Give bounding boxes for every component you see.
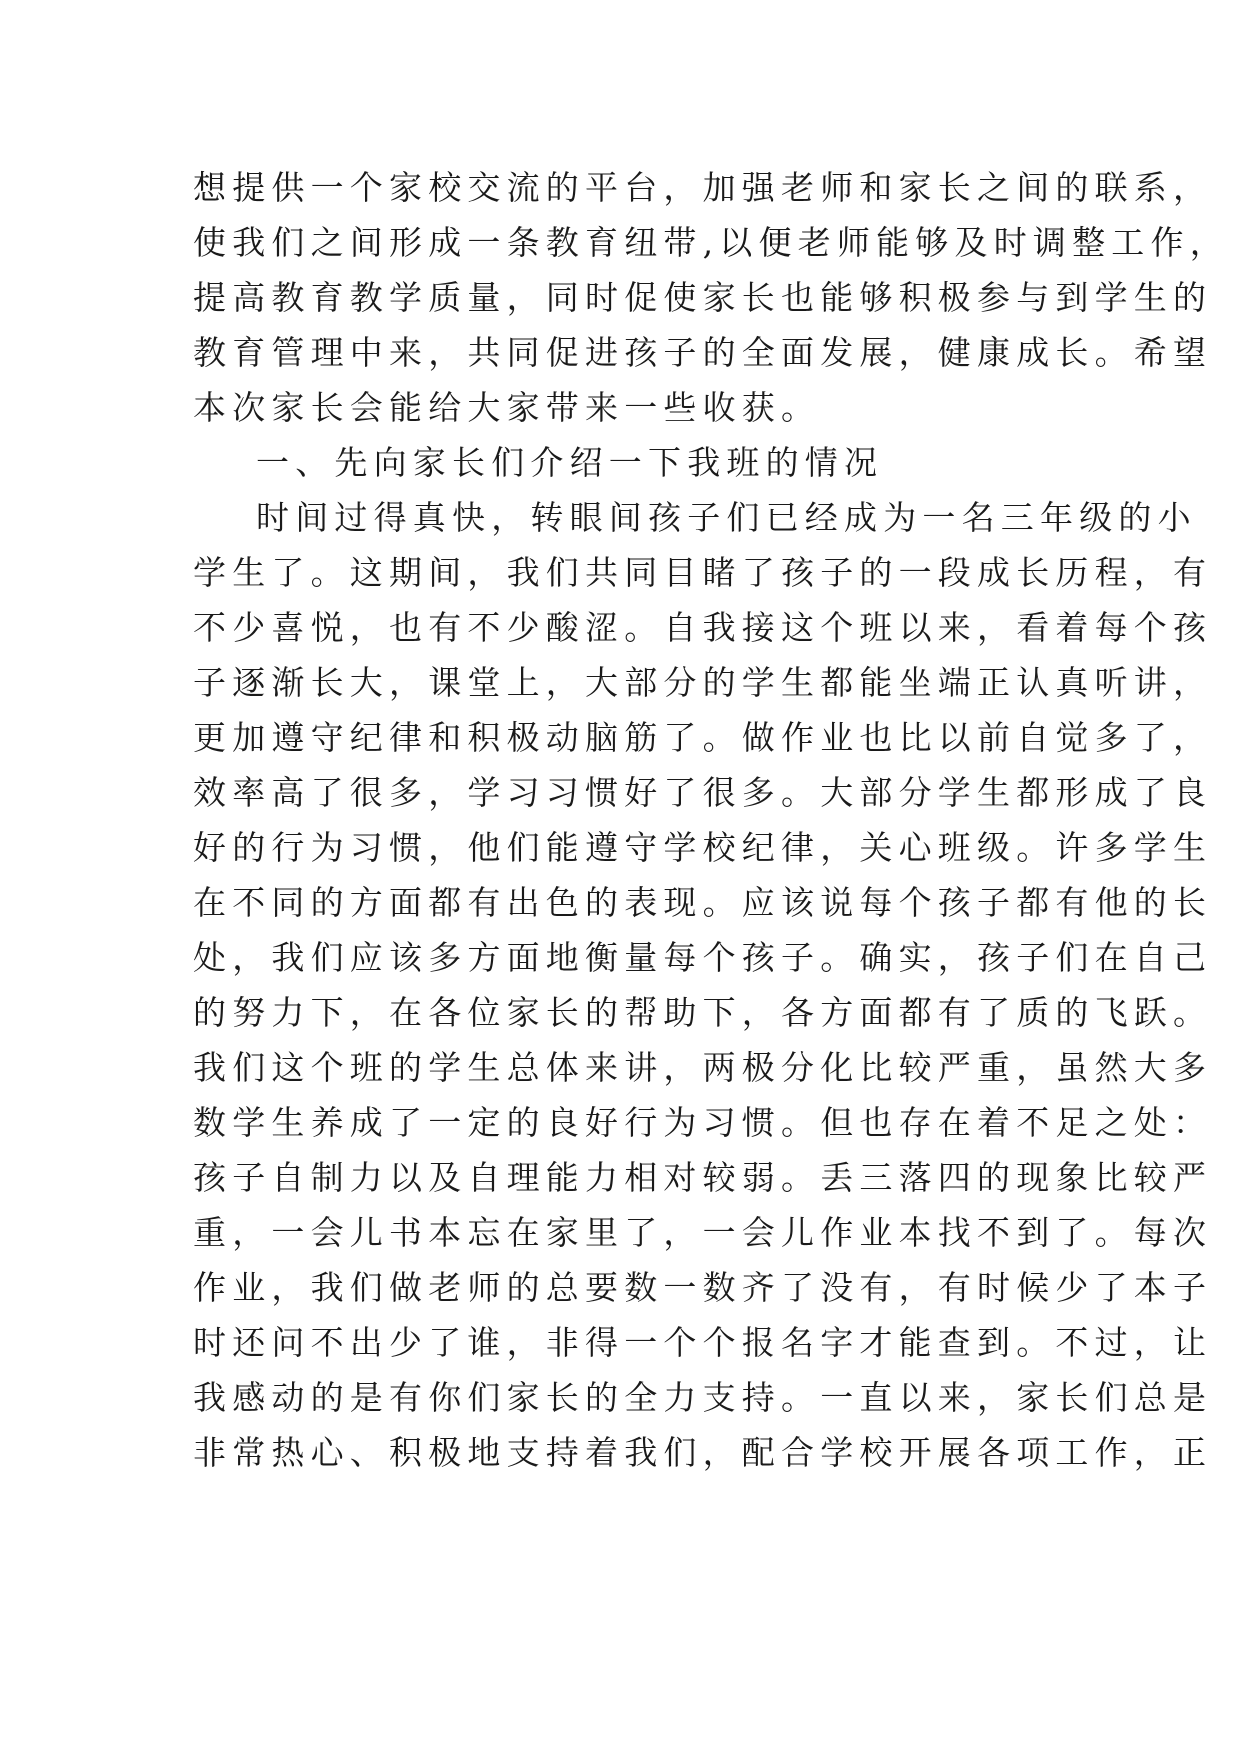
paragraph-start: 时间过得真快，转眼间孩子们已经成为一名三年级的小 (256, 498, 1197, 537)
text-line: 想提供一个家校交流的平台，加强老师和家长之间的联系， (193, 168, 1213, 207)
text-line: 的努力下，在各位家长的帮助下，各方面都有了质的飞跃。 (193, 993, 1213, 1032)
text-line: 处，我们应该多方面地衡量每个孩子。确实，孩子们在自己 (193, 938, 1213, 977)
text-line: 数学生养成了一定的良好行为习惯。但也存在着不足之处： (193, 1103, 1213, 1142)
text-line: 更加遵守纪律和积极动脑筋了。做作业也比以前自觉多了， (193, 718, 1213, 757)
text-line: 非常热心、积极地支持着我们，配合学校开展各项工作，正 (193, 1433, 1213, 1472)
text-line: 在不同的方面都有出色的表现。应该说每个孩子都有他的长 (193, 883, 1213, 922)
text-line: 重，一会儿书本忘在家里了，一会儿作业本找不到了。每次 (193, 1213, 1213, 1252)
text-line: 提高教育教学质量，同时促使家长也能够积极参与到学生的 (193, 278, 1213, 317)
text-line: 我们这个班的学生总体来讲，两极分化比较严重，虽然大多 (193, 1048, 1213, 1087)
text-line: 本次家长会能给大家带来一些收获。 (193, 388, 821, 427)
text-line: 教育管理中来，共同促进孩子的全面发展，健康成长。希望 (193, 333, 1213, 372)
text-line: 作业，我们做老师的总要数一数齐了没有，有时候少了本子 (193, 1268, 1213, 1307)
text-line: 效率高了很多，学习习惯好了很多。大部分学生都形成了良 (193, 773, 1213, 812)
text-line: 学生了。这期间，我们共同目睹了孩子的一段成长历程，有 (193, 553, 1213, 592)
text-line: 子逐渐长大，课堂上，大部分的学生都能坐端正认真听讲， (193, 663, 1213, 702)
text-line: 使我们之间形成一条教育纽带,以便老师能够及时调整工作， (193, 223, 1229, 262)
text-line: 时还问不出少了谁，非得一个个报名字才能查到。不过，让 (193, 1323, 1213, 1362)
text-line: 我感动的是有你们家长的全力支持。一直以来，家长们总是 (193, 1378, 1213, 1417)
section-heading: 一、先向家长们介绍一下我班的情况 (256, 443, 884, 482)
text-line: 不少喜悦，也有不少酸涩。自我接这个班以来，看着每个孩 (193, 608, 1213, 647)
text-line: 孩子自制力以及自理能力相对较弱。丢三落四的现象比较严 (193, 1158, 1213, 1197)
text-line: 好的行为习惯，他们能遵守学校纪律，关心班级。许多学生 (193, 828, 1213, 867)
